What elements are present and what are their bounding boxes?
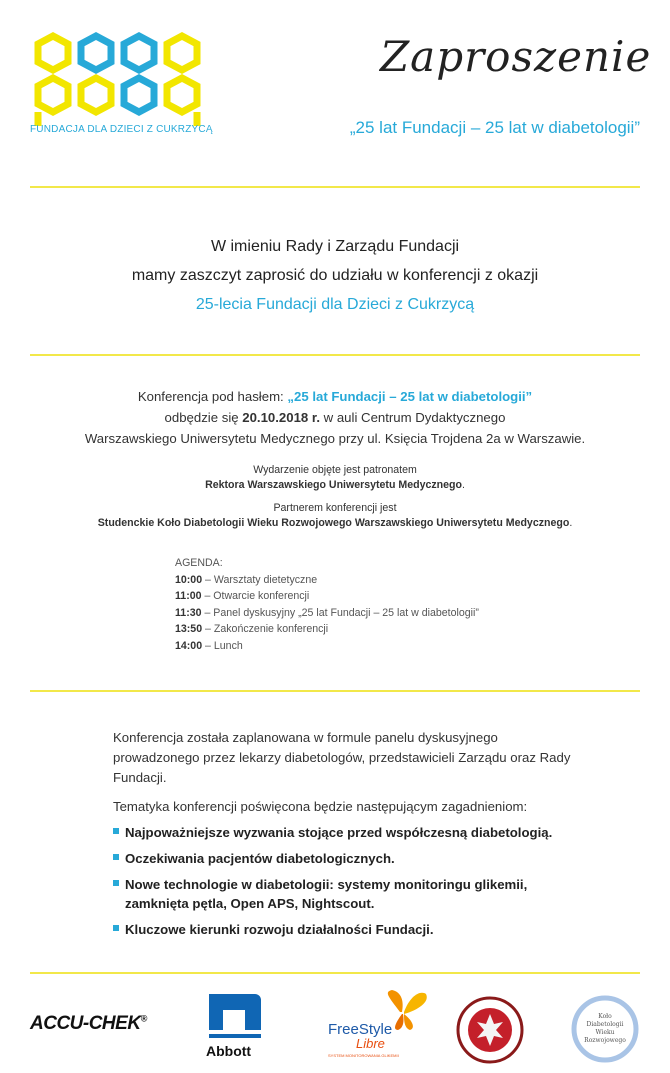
separator-3 bbox=[30, 690, 640, 692]
intro-line-1: W imieniu Rady i Zarządu Fundacji bbox=[210, 238, 460, 255]
libre-text: Libre bbox=[356, 1036, 385, 1051]
agenda-text: – Otwarcie konferencji bbox=[201, 590, 310, 603]
agenda-item bbox=[175, 588, 479, 605]
topic-text: Kluczowe kierunki rozwoju działalności Fundacji. bbox=[125, 922, 434, 937]
agenda-item bbox=[175, 638, 479, 655]
accu-chek-logo bbox=[30, 1013, 147, 1035]
bullet-square-icon bbox=[113, 828, 119, 834]
partner-name-line: Studenckie Koło Diabetologii Wieku Rozwojowego Warszawskiego Uniwersytetu Medycznego. bbox=[97, 517, 573, 529]
patronage-block bbox=[30, 463, 640, 493]
agenda-item bbox=[175, 621, 479, 638]
logo-hex-5 bbox=[38, 78, 68, 112]
partner-block bbox=[30, 501, 640, 531]
agenda-item bbox=[175, 605, 479, 622]
kolo-line-4: Rozwojowego bbox=[584, 1037, 626, 1044]
accu-chek-text: ACCU-CHEK bbox=[30, 1013, 141, 1034]
freestyle-tagline: SYSTEM MONITOROWANIA GLIKEMII bbox=[328, 1053, 399, 1058]
topics-intro: Tematyka konferencji poświęcona będzie następującym zagadnieniom: bbox=[113, 799, 528, 814]
patronage-name: Rektora Warszawskiego Uniwersytetu Medycznego bbox=[205, 479, 462, 491]
intro-block bbox=[30, 232, 640, 319]
logo-caption: FUNDACJA DLA DZIECI Z CUKRZYCĄ bbox=[30, 124, 213, 135]
patronage-name-line: Rektora Warszawskiego Uniwersytetu Medycznego. bbox=[205, 479, 465, 491]
logo-hex-7 bbox=[124, 78, 154, 112]
abbott-logo-icon bbox=[205, 990, 263, 1040]
agenda-time: 11:00 bbox=[175, 590, 202, 603]
agenda-time: 10:00 bbox=[175, 573, 203, 586]
bullet-square-icon bbox=[113, 880, 119, 886]
conference-venue-start: w auli Centrum Dydaktycznego bbox=[320, 410, 506, 425]
kolo-line-3: Wieku bbox=[595, 1029, 615, 1036]
agenda bbox=[175, 555, 479, 655]
agenda-text: – Warsztaty dietetyczne bbox=[202, 573, 318, 586]
conference-motto: „25 lat Fundacji – 25 lat w diabetologii” bbox=[287, 389, 533, 404]
logo-hex-2 bbox=[81, 36, 111, 70]
details-paragraph: Konferencja została zaplanowana w formule panelu dyskusyjnego prowadzonego przez lekarzy diabetologów, przedstawicieli Zarządu oraz Rady Fundacji. bbox=[113, 730, 571, 785]
intro-line-2: mamy zaszczyt zaprosić do udziału w konferencji z okazji bbox=[131, 267, 539, 284]
topic-item bbox=[113, 823, 593, 842]
bullet-square-icon bbox=[113, 854, 119, 860]
agenda-item bbox=[175, 572, 479, 589]
separator-2 bbox=[30, 354, 640, 356]
student-club-logo bbox=[570, 994, 640, 1064]
conference-line-1 bbox=[30, 386, 640, 407]
conference-address: Warszawskiego Uniwersytetu Medycznego przy ul. Księcia Trojdena 2a w Warszawie. bbox=[84, 431, 586, 446]
topic-item bbox=[113, 875, 565, 913]
logo-hex-1 bbox=[38, 36, 68, 70]
logo-hex-6 bbox=[81, 78, 111, 112]
topic-item bbox=[113, 849, 593, 868]
conference-motto-label: Konferencja pod hasłem: bbox=[137, 389, 288, 404]
agenda-text: – Zakończenie konferencji bbox=[202, 623, 329, 636]
agenda-text: – Lunch bbox=[202, 639, 243, 652]
conference-date-prefix: odbędzie się bbox=[164, 410, 243, 425]
logo-hex-3 bbox=[124, 36, 154, 70]
separator-1 bbox=[30, 186, 640, 188]
page-subtitle: „25 lat Fundacji – 25 lat w diabetologii” bbox=[349, 118, 640, 137]
topics-list bbox=[113, 823, 593, 946]
topic-text: Oczekiwania pacjentów diabetologicznych. bbox=[125, 851, 395, 866]
kolo-line-2: Diabetologii bbox=[586, 1021, 624, 1028]
page-title: Zaproszenie bbox=[380, 32, 652, 81]
freestyle-text: FreeStyle bbox=[328, 1021, 393, 1038]
conference-date: 20.10.2018 r. bbox=[242, 410, 320, 425]
separator-4 bbox=[30, 972, 640, 974]
logo-hex-8 bbox=[167, 78, 197, 112]
partner-label: Partnerem konferencji jest bbox=[273, 502, 397, 514]
freestyle-libre-logo bbox=[326, 990, 436, 1060]
agenda-heading: AGENDA: bbox=[175, 557, 223, 569]
butterfly-icon bbox=[388, 990, 427, 1030]
topic-text: Nowe technologie w diabetologii: systemy monitoringu glikemii, zamknięta pętla, Open APS, Nightscout. bbox=[125, 877, 528, 911]
university-seal-icon bbox=[453, 996, 528, 1064]
conference-block bbox=[30, 386, 640, 449]
logo-hex-4 bbox=[167, 36, 197, 70]
agenda-time: 11:30 bbox=[175, 606, 202, 619]
agenda-time: 13:50 bbox=[175, 623, 203, 636]
kolo-line-1: Koło bbox=[598, 1013, 612, 1020]
conference-line-2 bbox=[30, 407, 640, 428]
agenda-text: – Panel dyskusyjny „25 lat Fundacji – 25 lat w diabetologii” bbox=[201, 606, 479, 619]
intro-line-3: 25-lecia Fundacji dla Dzieci z Cukrzycą bbox=[195, 296, 475, 313]
abbott-logo-text: Abbott bbox=[206, 1043, 252, 1059]
topic-item bbox=[113, 920, 593, 939]
bullet-square-icon bbox=[113, 925, 119, 931]
agenda-time: 14:00 bbox=[175, 639, 203, 652]
partner-name: Studenckie Koło Diabetologii Wieku Rozwojowego Warszawskiego Uniwersytetu Medycznego bbox=[97, 517, 570, 529]
patronage-label: Wydarzenie objęte jest patronatem bbox=[253, 464, 417, 476]
topic-text: Najpoważniejsze wyzwania stojące przed współczesną diabetologią. bbox=[125, 825, 553, 840]
registered-mark: ® bbox=[140, 1013, 147, 1024]
